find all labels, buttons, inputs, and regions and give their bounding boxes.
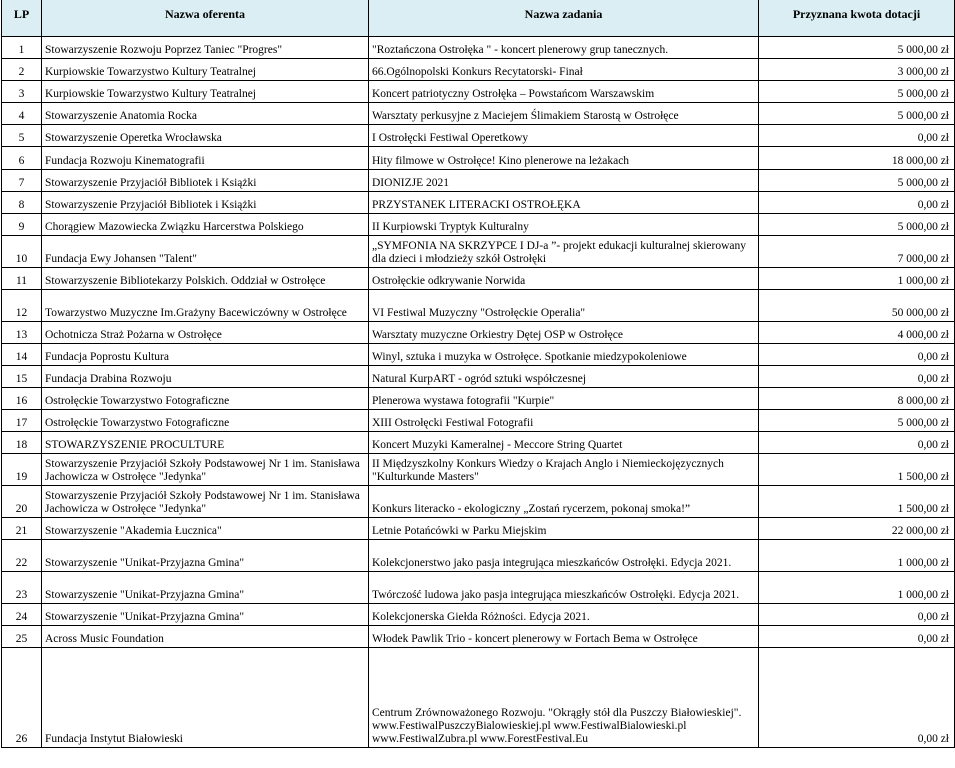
cell-org: Fundacja Poprostu Kultura <box>42 344 369 366</box>
cell-lp: 1 <box>2 37 42 59</box>
cell-task: Plenerowa wystawa fotografii "Kurpie" <box>369 388 759 410</box>
cell-amount: 0,00 zł <box>759 344 955 366</box>
cell-task: Koncert patriotyczny Ostrołęka – Powstańcom Warszawskim <box>369 81 759 103</box>
cell-org: Stowarzyszenie Przyjaciół Bibliotek i Książki <box>42 192 369 214</box>
table-row <box>2 170 955 192</box>
cell-org: Fundacja Drabina Rozwoju <box>42 366 369 388</box>
cell-amount: 5 000,00 zł <box>759 81 955 103</box>
cell-org: Towarzystwo Muzyczne Im.Grażyny Bacewiczówny w Ostrołęce <box>42 290 369 322</box>
cell-lp: 2 <box>2 59 42 81</box>
table-row <box>2 125 955 147</box>
cell-lp: 11 <box>2 268 42 290</box>
cell-amount: 0,00 zł <box>759 626 955 648</box>
cell-amount: 1 000,00 zł <box>759 268 955 290</box>
cell-task: Natural KurpART - ogród sztuki współczesnej <box>369 366 759 388</box>
cell-task: DIONIZJE 2021 <box>369 170 759 192</box>
cell-amount: 18 000,00 zł <box>759 147 955 170</box>
cell-lp: 12 <box>2 290 42 322</box>
cell-task: II Kurpiowski Tryptyk Kulturalny <box>369 214 759 236</box>
cell-org: Stowarzyszenie Anatomia Rocka <box>42 103 369 125</box>
cell-amount: 8 000,00 zł <box>759 388 955 410</box>
cell-org: Stowarzyszenie "Unikat-Przyjazna Gmina" <box>42 540 369 572</box>
grants-table <box>1 0 955 748</box>
cell-amount: 5 000,00 zł <box>759 37 955 59</box>
cell-lp: 16 <box>2 388 42 410</box>
cell-org: Fundacja Rozwoju Kinematografii <box>42 147 369 170</box>
cell-lp: 25 <box>2 626 42 648</box>
cell-task: II Międzyszkolny Konkurs Wiedzy o Krajach Anglo i Niemieckojęzycznych "Kulturkunde Masters" <box>369 454 759 486</box>
cell-org: Fundacja Ewy Johansen "Talent" <box>42 236 369 268</box>
table-row <box>2 486 955 518</box>
cell-amount: 0,00 zł <box>759 432 955 454</box>
cell-lp: 26 <box>2 648 42 748</box>
cell-org: Ostrołęckie Towarzystwo Fotograficzne <box>42 410 369 432</box>
cell-lp: 21 <box>2 518 42 540</box>
cell-lp: 20 <box>2 486 42 518</box>
cell-amount: 1 000,00 zł <box>759 540 955 572</box>
cell-org: Stowarzyszenie Przyjaciół Szkoły Podstawowej Nr 1 im. Stanisława Jachowicza w Ostrołęce "Jedynka" <box>42 454 369 486</box>
cell-lp: 17 <box>2 410 42 432</box>
table-row <box>2 192 955 214</box>
cell-task: I Ostrołęcki Festiwal Operetkowy <box>369 125 759 147</box>
cell-lp: 13 <box>2 322 42 344</box>
table-row <box>2 103 955 125</box>
table-row <box>2 432 955 454</box>
table-row <box>2 540 955 572</box>
cell-lp: 18 <box>2 432 42 454</box>
table-row <box>2 344 955 366</box>
table-row <box>2 366 955 388</box>
cell-org: Across Music Foundation <box>42 626 369 648</box>
cell-amount: 1 000,00 zł <box>759 572 955 604</box>
cell-task: Centrum Zrównoważonego Rozwoju. "Okrągły stół dla Puszczy Białowieskiej". www.FestiwalPuszczyBialowieskiej.pl www.FestiwalBialowieski.pl www.FestiwalZubra.pl www.ForestFestival.Eu <box>369 648 759 748</box>
table-row <box>2 604 955 626</box>
cell-lp: 19 <box>2 454 42 486</box>
cell-task: Letnie Potańcówki w Parku Miejskim <box>369 518 759 540</box>
cell-org: Fundacja Instytut Białowieski <box>42 648 369 748</box>
cell-task: Włodek Pawlik Trio - koncert plenerowy w Fortach Bema w Ostrołęce <box>369 626 759 648</box>
table-row <box>2 518 955 540</box>
cell-lp: 5 <box>2 125 42 147</box>
cell-lp: 24 <box>2 604 42 626</box>
cell-org: Stowarzyszenie "Unikat-Przyjazna Gmina" <box>42 604 369 626</box>
header-org: Nazwa oferenta <box>42 0 369 37</box>
cell-task: PRZYSTANEK LITERACKI OSTROŁĘKA <box>369 192 759 214</box>
cell-amount: 5 000,00 zł <box>759 170 955 192</box>
cell-task: 66.Ogólnopolski Konkurs Recytatorski- Finał <box>369 59 759 81</box>
cell-lp: 14 <box>2 344 42 366</box>
header-lp: LP <box>2 0 42 37</box>
cell-amount: 5 000,00 zł <box>759 214 955 236</box>
table-row <box>2 147 955 170</box>
cell-org: STOWARZYSZENIE PROCULTURE <box>42 432 369 454</box>
cell-org: Stowarzyszenie "Unikat-Przyjazna Gmina" <box>42 572 369 604</box>
cell-org: Stowarzyszenie Przyjaciół Szkoły Podstawowej Nr 1 im. Stanisława Jachowicza w Ostrołęce "Jedynka" <box>42 486 369 518</box>
cell-lp: 9 <box>2 214 42 236</box>
cell-task: Twórczość ludowa jako pasja integrująca mieszkańców Ostrołęki. Edycja 2021. <box>369 572 759 604</box>
cell-task: XIII Ostrołęcki Festiwal Fotografii <box>369 410 759 432</box>
table-row <box>2 214 955 236</box>
cell-org: Chorągiew Mazowiecka Związku Harcerstwa Polskiego <box>42 214 369 236</box>
cell-task: Koncert Muzyki Kameralnej - Meccore String Quartet <box>369 432 759 454</box>
cell-org: Stowarzyszenie Operetka Wrocławska <box>42 125 369 147</box>
cell-org: Ochotnicza Straż Pożarna w Ostrołęce <box>42 322 369 344</box>
table-row <box>2 37 955 59</box>
cell-lp: 8 <box>2 192 42 214</box>
cell-org: Ostrołęckie Towarzystwo Fotograficzne <box>42 388 369 410</box>
table-row <box>2 268 955 290</box>
cell-amount: 5 000,00 zł <box>759 410 955 432</box>
cell-lp: 3 <box>2 81 42 103</box>
cell-task: Hity filmowe w Ostrołęce! Kino plenerowe na leżakach <box>369 147 759 170</box>
cell-task: Warsztaty muzyczne Orkiestry Dętej OSP w Ostrołęce <box>369 322 759 344</box>
cell-task: „SYMFONIA NA SKRZYPCE I DJ-a ”- projekt edukacji kulturalnej skierowany dla dzieci i młodzieży szkół Ostrołęki <box>369 236 759 268</box>
cell-amount: 0,00 zł <box>759 125 955 147</box>
cell-task: "Roztańczona Ostrołęka " - koncert plenerowy grup tanecznych. <box>369 37 759 59</box>
cell-lp: 6 <box>2 147 42 170</box>
table-row <box>2 626 955 648</box>
cell-org: Stowarzyszenie Bibliotekarzy Polskich. Oddział w Ostrołęce <box>42 268 369 290</box>
cell-org: Kurpiowskie Towarzystwo Kultury Teatralnej <box>42 59 369 81</box>
cell-amount: 0,00 zł <box>759 192 955 214</box>
header-amount: Przyznana kwota dotacji <box>759 0 955 37</box>
cell-task: Kolekcjonerstwo jako pasja integrująca mieszkańców Ostrołęki. Edycja 2021. <box>369 540 759 572</box>
cell-org: Stowarzyszenie "Akademia Łucznica" <box>42 518 369 540</box>
cell-amount: 0,00 zł <box>759 604 955 626</box>
cell-lp: 10 <box>2 236 42 268</box>
cell-task: Winyl, sztuka i muzyka w Ostrołęce. Spotkanie miedzypokoleniowe <box>369 344 759 366</box>
cell-lp: 23 <box>2 572 42 604</box>
cell-amount: 0,00 zł <box>759 648 955 748</box>
table-row <box>2 81 955 103</box>
cell-task: Konkurs literacko - ekologiczny „Zostań rycerzem, pokonaj smoka!” <box>369 486 759 518</box>
cell-task: VI Festiwal Muzyczny "Ostrołęckie Operalia" <box>369 290 759 322</box>
cell-org: Kurpiowskie Towarzystwo Kultury Teatralnej <box>42 81 369 103</box>
cell-task: Ostrołęckie odkrywanie Norwida <box>369 268 759 290</box>
cell-amount: 4 000,00 zł <box>759 322 955 344</box>
table-row <box>2 648 955 748</box>
table-row <box>2 59 955 81</box>
cell-amount: 5 000,00 zł <box>759 103 955 125</box>
cell-lp: 22 <box>2 540 42 572</box>
cell-task: Kolekcjonerska Giełda Różności. Edycja 2021. <box>369 604 759 626</box>
table-row <box>2 388 955 410</box>
cell-lp: 7 <box>2 170 42 192</box>
table-row <box>2 322 955 344</box>
table-row <box>2 236 955 268</box>
cell-task: Warsztaty perkusyjne z Maciejem Ślimakiem Starostą w Ostrołęce <box>369 103 759 125</box>
cell-lp: 4 <box>2 103 42 125</box>
cell-amount: 1 500,00 zł <box>759 454 955 486</box>
cell-amount: 22 000,00 zł <box>759 518 955 540</box>
table-row <box>2 290 955 322</box>
cell-amount: 0,00 zł <box>759 366 955 388</box>
cell-amount: 7 000,00 zł <box>759 236 955 268</box>
table-row <box>2 454 955 486</box>
cell-amount: 1 500,00 zł <box>759 486 955 518</box>
table-row <box>2 410 955 432</box>
cell-org: Stowarzyszenie Rozwoju Poprzez Taniec "Progres" <box>42 37 369 59</box>
cell-org: Stowarzyszenie Przyjaciół Bibliotek i Książki <box>42 170 369 192</box>
table-row <box>2 572 955 604</box>
cell-amount: 3 000,00 zł <box>759 59 955 81</box>
table-header-row <box>2 0 955 37</box>
header-task: Nazwa zadania <box>369 0 759 37</box>
cell-lp: 15 <box>2 366 42 388</box>
cell-amount: 50 000,00 zł <box>759 290 955 322</box>
